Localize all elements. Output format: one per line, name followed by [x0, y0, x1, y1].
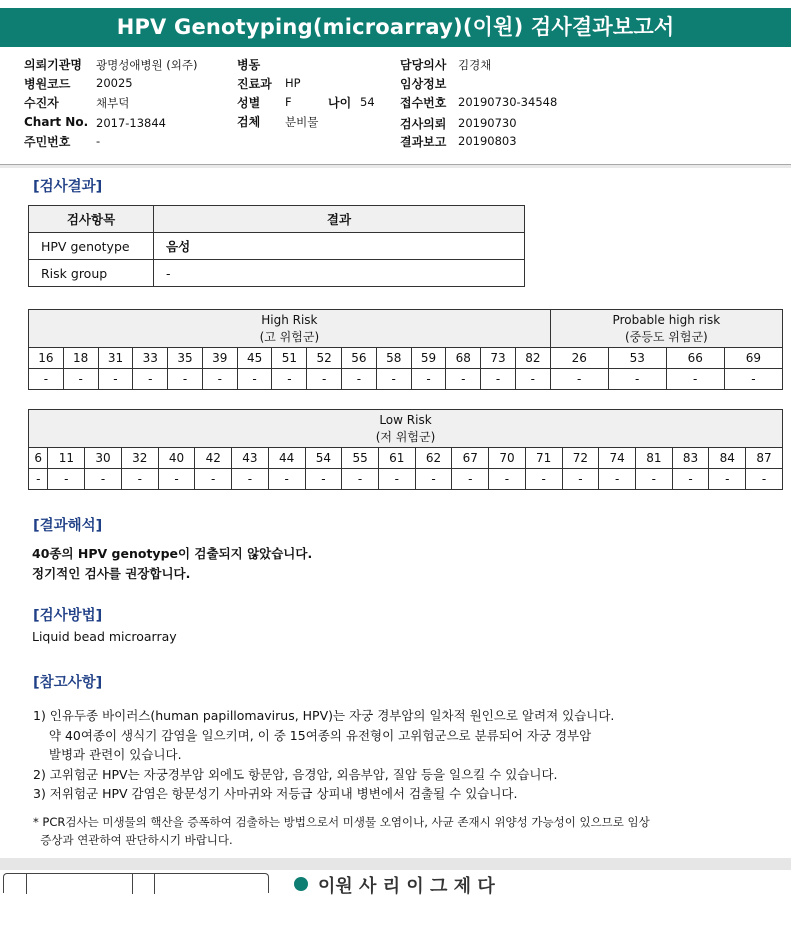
hpv-result-cell: - [48, 469, 85, 490]
report-label: 결과보고 [400, 135, 447, 149]
institution-label: 의뢰기관명 [24, 58, 82, 72]
footnote-line: 증상과 연관하여 판단하시기 바랍니다. [33, 833, 233, 847]
hpv-type-cell: 30 [85, 448, 122, 469]
hpv-type-cell: 45 [237, 348, 272, 369]
hpv-result-cell: - [232, 469, 269, 490]
ward-label: 병동 [237, 58, 261, 72]
hpv-type-cell: 32 [121, 448, 158, 469]
hpv-type-cell: 81 [635, 448, 672, 469]
hpv-type-cell: 42 [195, 448, 232, 469]
clinical-label: 임상정보 [400, 77, 447, 91]
age-label: 나이 [328, 96, 352, 110]
hpv-type-cell: 39 [202, 348, 237, 369]
low-risk-label: Low Risk [379, 412, 432, 427]
specimen-value: 분비물 [285, 115, 319, 129]
hpv-type-cell: 68 [446, 348, 481, 369]
hpv-result-cell: - [202, 369, 237, 390]
high-risk-table [28, 309, 783, 390]
hpv-type-cell: 71 [525, 448, 562, 469]
age-value: 54 [360, 95, 375, 109]
result-value: 음성 [154, 233, 525, 260]
hpv-result-cell: - [411, 369, 446, 390]
hpv-type-cell: 51 [272, 348, 307, 369]
id-no-label: 주민번호 [24, 135, 71, 149]
hpv-result-cell: - [63, 369, 98, 390]
probable-high-risk-header [550, 310, 782, 348]
request-label: 검사의뢰 [400, 117, 447, 131]
receipt-label: 접수번호 [400, 96, 447, 110]
hospital-code-value: 20025 [96, 76, 133, 90]
note-line: 1) 인유두종 바이러스(human papillomavirus, HPV)는 자궁 경부암의 일차적 원인으로 알려져 있습니다. [33, 708, 615, 723]
hpv-type-cell: 43 [232, 448, 269, 469]
hpv-result-cell: - [724, 369, 782, 390]
hpv-type-cell: 31 [98, 348, 133, 369]
hpv-result-cell: - [98, 369, 133, 390]
hpv-result-cell: - [305, 469, 342, 490]
hpv-result-cell: - [195, 469, 232, 490]
hpv-result-cell: - [489, 469, 526, 490]
result-col-value: 결과 [154, 206, 525, 233]
hpv-type-cell: 59 [411, 348, 446, 369]
hpv-type-cell: 56 [342, 348, 377, 369]
result-col-item: 검사항목 [29, 206, 154, 233]
hpv-type-cell: 53 [608, 348, 666, 369]
hpv-result-cell: - [599, 469, 636, 490]
hpv-result-cell: - [666, 369, 724, 390]
hpv-type-cell: 72 [562, 448, 599, 469]
hpv-result-cell: - [608, 369, 666, 390]
high-risk-label: High Risk [261, 312, 318, 327]
patient-info [0, 56, 791, 156]
note-line: 약 40여종이 생식기 감염을 일으키며, 이 중 15여종의 유전형이 고위험군으로 분류되어 자궁 경부암 [33, 727, 592, 743]
high-risk-sublabel: (고 위험군) [259, 329, 320, 344]
interpretation-line: 정기적인 검사를 권장합니다. [32, 566, 191, 581]
hpv-type-cell: 84 [709, 448, 746, 469]
notes-section-title: [참고사항] [33, 675, 103, 691]
hpv-type-cell: 33 [133, 348, 168, 369]
divider-shadow [0, 165, 791, 168]
footnote [33, 813, 650, 849]
report-date: 20190803 [458, 134, 517, 148]
hpv-type-cell: 52 [307, 348, 342, 369]
hpv-type-cell: 16 [29, 348, 64, 369]
method-section-title: [검사방법] [33, 608, 103, 624]
notes-text [33, 706, 614, 804]
hpv-type-cell: 58 [376, 348, 411, 369]
hpv-result-cell: - [168, 369, 203, 390]
probable-high-risk-label: Probable high risk [612, 312, 721, 327]
hpv-type-cell: 82 [515, 348, 550, 369]
method-text: Liquid bead microarray [32, 629, 177, 644]
hpv-type-cell: 44 [268, 448, 305, 469]
result-item: Risk group [29, 260, 154, 287]
hpv-result-cell: - [29, 369, 64, 390]
hpv-result-cell: - [307, 369, 342, 390]
hpv-type-cell: 26 [550, 348, 608, 369]
result-value: - [154, 260, 525, 287]
note-line: 3) 저위험군 HPV 감염은 항문성기 사마귀와 저등급 상피내 병변에서 검출될 수 있습니다. [33, 786, 518, 801]
hpv-result-cell: - [29, 469, 48, 490]
hpv-type-cell: 74 [599, 448, 636, 469]
hpv-type-cell: 35 [168, 348, 203, 369]
hpv-result-cell: - [415, 469, 452, 490]
doctor-value: 김경채 [458, 58, 492, 72]
hpv-type-cell: 40 [158, 448, 195, 469]
low-risk-sublabel: (저 위험군) [375, 429, 436, 444]
hpv-result-cell: - [342, 469, 379, 490]
id-no-value: - [96, 134, 101, 148]
dept-value: HP [285, 76, 301, 90]
interpretation-line: 40종의 HPV genotype이 검출되지 않았습니다. [32, 546, 313, 561]
hpv-type-cell: 66 [666, 348, 724, 369]
interpretation-text [32, 544, 312, 584]
chart-no-value: 2017-13844 [96, 116, 166, 130]
probable-high-risk-sublabel: (중등도 위험군) [624, 329, 708, 344]
low-risk-header [29, 410, 783, 448]
interpretation-section-title: [결과해석] [33, 518, 103, 534]
low-risk-table [28, 409, 783, 490]
receipt-value: 20190730-34548 [458, 95, 558, 109]
hpv-result-cell: - [342, 369, 377, 390]
hpv-result-cell: - [672, 469, 709, 490]
hpv-type-cell: 83 [672, 448, 709, 469]
hpv-type-cell: 61 [378, 448, 415, 469]
brand-logo-icon [294, 877, 308, 891]
hpv-type-cell: 70 [489, 448, 526, 469]
next-page-header-box [3, 873, 269, 893]
note-line: 발병과 관련이 있습니다. [33, 747, 182, 762]
results-section-title: [검사결과] [33, 179, 103, 195]
sex-label: 성별 [237, 96, 261, 110]
patient-value: 채부덕 [96, 96, 130, 110]
footnote-line: * PCR검사는 미생물의 핵산을 증폭하여 검출하는 방법으로서 미생물 오염이나, 사균 존재시 위양성 가능성이 있으므로 임상 [33, 815, 650, 829]
hpv-result-cell: - [481, 369, 516, 390]
chart-no-label: Chart No. [24, 115, 89, 129]
specimen-label: 검체 [237, 115, 261, 129]
hpv-type-cell: 18 [63, 348, 98, 369]
hpv-type-cell: 73 [481, 348, 516, 369]
hpv-type-cell: 67 [452, 448, 489, 469]
hpv-result-cell: - [272, 369, 307, 390]
note-line: 2) 고위험군 HPV는 자궁경부암 외에도 항문암, 음경암, 외음부암, 질암 등을 일으킬 수 있습니다. [33, 766, 558, 782]
hpv-type-cell: 54 [305, 448, 342, 469]
hpv-result-cell: - [268, 469, 305, 490]
hpv-result-cell: - [446, 369, 481, 390]
dept-label: 진료과 [237, 77, 272, 91]
hpv-result-cell: - [376, 369, 411, 390]
high-risk-header [29, 310, 551, 348]
doctor-label: 담당의사 [400, 58, 447, 72]
hpv-type-cell: 69 [724, 348, 782, 369]
result-table [28, 205, 525, 287]
hpv-type-cell: 87 [746, 448, 783, 469]
page-break-band [0, 858, 791, 870]
hpv-result-cell: - [525, 469, 562, 490]
institution-value: 광명성애병원 (외주) [96, 58, 198, 72]
hpv-result-cell: - [562, 469, 599, 490]
hpv-result-cell: - [709, 469, 746, 490]
table-row [29, 260, 525, 287]
report-title: HPV Genotyping(microarray)(이원) 검사결과보고서 [0, 8, 791, 47]
sex-value: F [285, 95, 292, 109]
hpv-result-cell: - [550, 369, 608, 390]
hpv-result-cell: - [237, 369, 272, 390]
hpv-result-cell: - [85, 469, 122, 490]
request-date: 20190730 [458, 116, 517, 130]
hpv-result-cell: - [635, 469, 672, 490]
hpv-result-cell: - [515, 369, 550, 390]
hpv-result-cell: - [133, 369, 168, 390]
hpv-type-cell: 62 [415, 448, 452, 469]
hpv-result-cell: - [121, 469, 158, 490]
hpv-result-cell: - [452, 469, 489, 490]
next-page-brand-text: 이원 사 리 이 그 제 다 [318, 876, 495, 897]
hpv-result-cell: - [378, 469, 415, 490]
patient-label: 수진자 [24, 96, 59, 110]
hpv-type-cell: 55 [342, 448, 379, 469]
hpv-type-cell: 6 [29, 448, 48, 469]
result-item: HPV genotype [29, 233, 154, 260]
hpv-type-cell: 11 [48, 448, 85, 469]
table-row [29, 233, 525, 260]
hpv-result-cell: - [158, 469, 195, 490]
hpv-result-cell: - [746, 469, 783, 490]
hospital-code-label: 병원코드 [24, 77, 71, 91]
